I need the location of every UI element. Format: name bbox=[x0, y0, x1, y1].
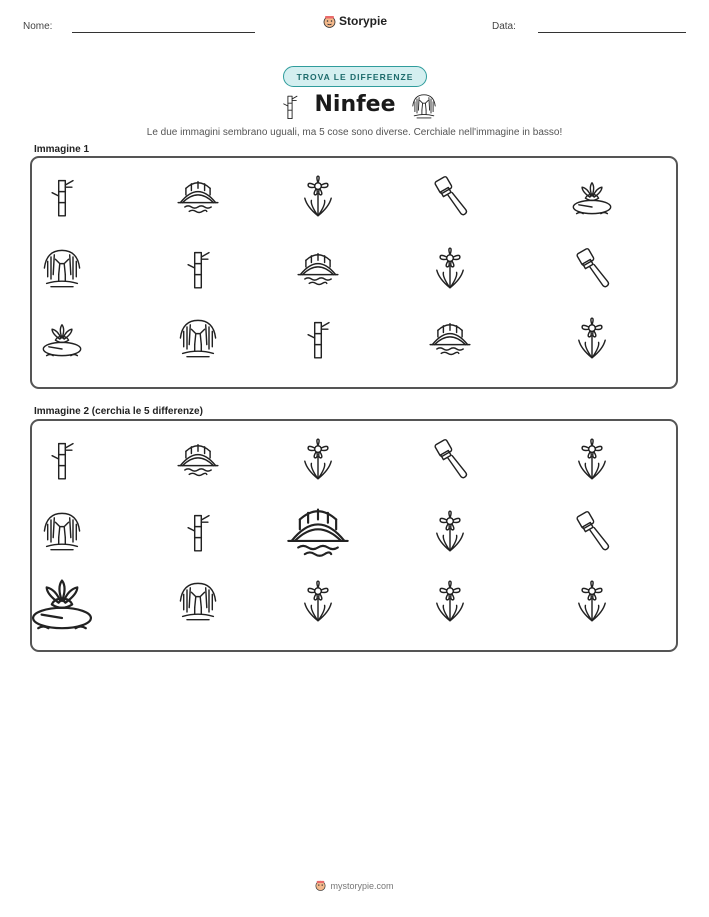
daffodil-icon[interactable] bbox=[296, 437, 340, 481]
footer bbox=[0, 880, 709, 891]
willow-tree-icon bbox=[176, 316, 220, 360]
instructions: Le due immagini sembrano uguali, ma 5 cose sono diverse. Cerchiale nell'immagine in basso! bbox=[146, 127, 563, 138]
paintbrush-icon bbox=[428, 174, 472, 218]
paintbrush-icon[interactable] bbox=[428, 437, 472, 481]
paintbrush-icon[interactable] bbox=[570, 509, 614, 553]
bamboo-icon bbox=[176, 246, 220, 290]
daffodil-icon[interactable] bbox=[428, 509, 472, 553]
bridge-icon[interactable] bbox=[176, 437, 220, 481]
date-line[interactable] bbox=[538, 32, 686, 33]
daffodil-icon bbox=[296, 174, 340, 218]
daffodil-icon[interactable] bbox=[570, 579, 614, 623]
category-badge: TROVA LE DIFFERENZE bbox=[283, 66, 427, 87]
image-2-panel bbox=[30, 419, 678, 652]
page-title: Ninfee bbox=[314, 92, 396, 117]
willow-tree-icon bbox=[410, 92, 438, 120]
name-line[interactable] bbox=[72, 32, 255, 33]
bamboo-icon[interactable] bbox=[40, 437, 84, 481]
storypie-logo-icon bbox=[323, 15, 336, 28]
bamboo-icon bbox=[296, 316, 340, 360]
bridge-icon bbox=[296, 246, 340, 290]
water-lily-icon bbox=[570, 174, 614, 218]
panel1-label: Immagine 1 bbox=[34, 144, 90, 155]
bamboo-icon bbox=[40, 174, 84, 218]
image-1-panel bbox=[30, 156, 678, 389]
water-lily-icon bbox=[40, 316, 84, 360]
panel2-label: Immagine 2 (cerchia le 5 differenze) bbox=[34, 406, 203, 417]
bridge-icon bbox=[428, 316, 472, 360]
paintbrush-icon bbox=[570, 246, 614, 290]
bridge-icon[interactable] bbox=[285, 498, 351, 564]
bamboo-icon[interactable] bbox=[176, 509, 220, 553]
storypie-logo-icon bbox=[315, 880, 326, 891]
brand-name: Storypie bbox=[339, 14, 388, 28]
willow-tree-icon[interactable] bbox=[176, 579, 220, 623]
bridge-icon bbox=[176, 174, 220, 218]
daffodil-icon bbox=[570, 316, 614, 360]
daffodil-icon bbox=[428, 246, 472, 290]
brand-logo bbox=[323, 14, 387, 28]
name-label: Nome: bbox=[23, 21, 53, 32]
willow-tree-icon bbox=[40, 246, 84, 290]
daffodil-icon[interactable] bbox=[570, 437, 614, 481]
willow-tree-icon[interactable] bbox=[40, 509, 84, 553]
daffodil-icon[interactable] bbox=[428, 579, 472, 623]
daffodil-icon[interactable] bbox=[296, 579, 340, 623]
water-lily-icon[interactable] bbox=[28, 567, 96, 635]
footer-url[interactable]: mystorypie.com bbox=[330, 880, 394, 891]
date-label: Data: bbox=[492, 21, 516, 32]
